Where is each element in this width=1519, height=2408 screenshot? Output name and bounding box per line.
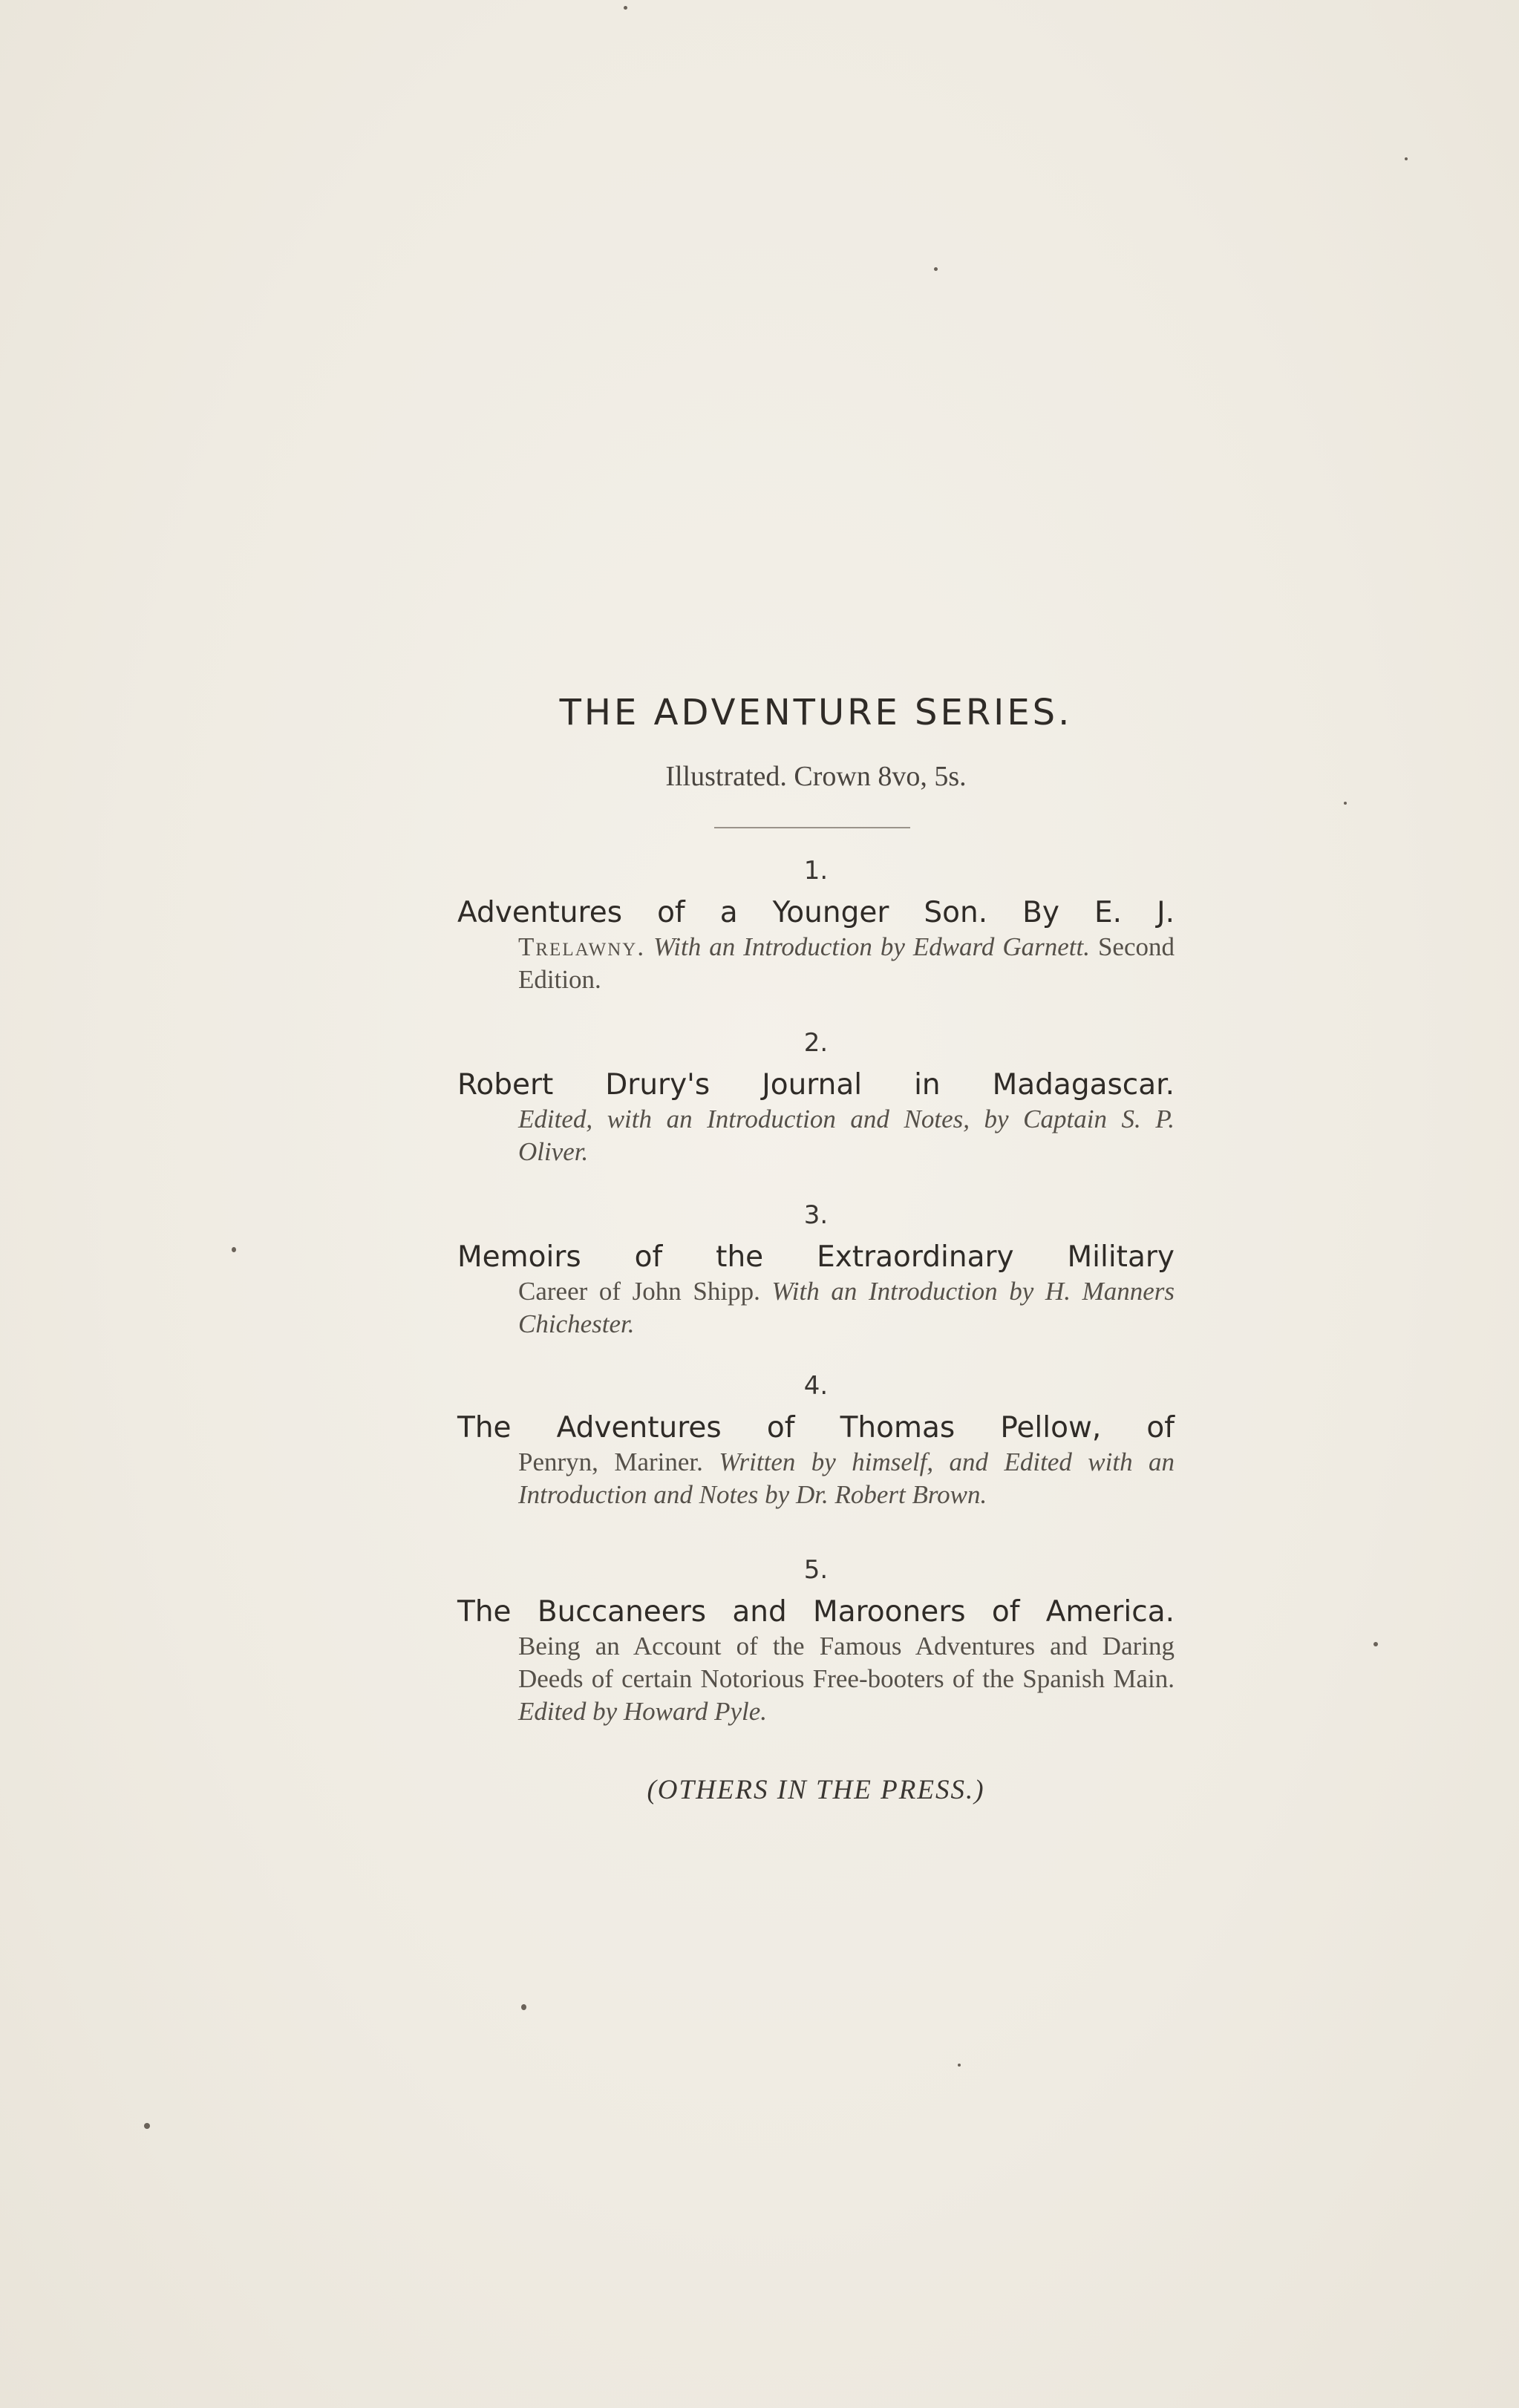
paper-speck: [1344, 802, 1347, 805]
entry-credit: With an Introduction by Edward Garnett.: [653, 932, 1090, 961]
entry-number: 1.: [803, 856, 829, 886]
entry-title: Memoirs of the Extraordinary Military: [457, 1240, 1175, 1274]
entry-title: The Buccaneers and Marooners of America.: [457, 1595, 1175, 1629]
entry-number: 4.: [803, 1371, 829, 1401]
entry-description: [518, 1275, 1175, 1341]
page-title: THE ADVENTURE SERIES.: [559, 692, 1073, 733]
entry-description: [518, 1103, 1175, 1168]
press-note: (OTHERS IN THE PRESS.): [647, 1775, 985, 1805]
paper-speck: [958, 2064, 961, 2067]
paper-speck: [624, 6, 627, 10]
list-item: [457, 1369, 1175, 1511]
list-item: [457, 1026, 1175, 1168]
paper-speck: [1373, 1642, 1378, 1646]
paper-speck: [934, 267, 938, 271]
entry-title: Robert Drury's Journal in Madagascar.: [457, 1068, 1175, 1102]
entry-subtitle: Penryn, Mariner.: [518, 1447, 703, 1476]
entry-number: 5.: [803, 1555, 829, 1585]
list-item: [457, 1198, 1175, 1341]
page-subtitle: Illustrated. Crown 8vo, 5s.: [665, 761, 967, 792]
author-name: Trelawny.: [518, 932, 646, 961]
paper-speck: [521, 2004, 526, 2010]
list-item: [457, 1553, 1175, 1728]
entry-credit: Edited, with an Introduction and Notes, by Captain S. P. Oliver.: [518, 1105, 1175, 1166]
entry-description: [518, 1446, 1175, 1511]
entry-description: [518, 931, 1175, 996]
entry-edition: Second Edition.: [518, 932, 1175, 994]
entry-subtitle: Career of John Shipp.: [518, 1277, 760, 1306]
entry-title: Adventures of a Younger Son. By E. J.: [457, 896, 1175, 929]
paper-speck: [144, 2123, 150, 2129]
entry-title: The Adventures of Thomas Pellow, of: [457, 1411, 1175, 1445]
entry-credit: Edited by Howard Pyle.: [518, 1697, 768, 1726]
entry-credit: With an Introduction by H. Manners Chichester.: [518, 1277, 1175, 1338]
paper-speck: [1405, 157, 1408, 160]
entry-subtitle: Being an Account of the Famous Adventures and Daring Deeds of certain Notorious Free-booters of the Spanish Main.: [518, 1632, 1175, 1693]
entry-description: [518, 1630, 1175, 1728]
divider-rule: [714, 827, 910, 828]
entry-number: 2.: [803, 1028, 829, 1058]
entry-credit: Written by himself, and Edited with an Introduction and Notes by Dr. Robert Brown.: [518, 1447, 1175, 1509]
paper-speck: [232, 1247, 236, 1252]
entry-number: 3.: [803, 1200, 829, 1230]
list-item: [457, 854, 1175, 996]
